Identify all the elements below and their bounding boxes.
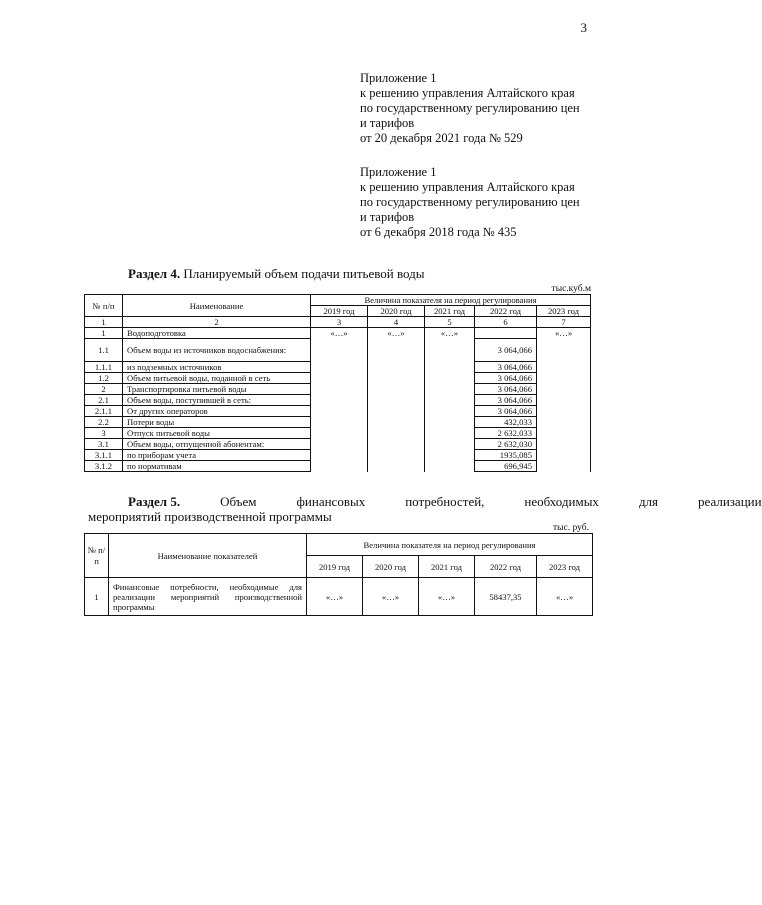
row-name: по приборам учета bbox=[123, 450, 311, 461]
index-cell: 1 bbox=[85, 317, 123, 328]
section5-title-word: Объем bbox=[220, 494, 257, 509]
value-2022: 58437,35 bbox=[475, 578, 537, 616]
row-no: 3.1.2 bbox=[85, 461, 123, 472]
row-name: из подземных источников bbox=[123, 362, 311, 373]
value-2022: 696,945 bbox=[475, 461, 537, 472]
value-2022: 3 064,066 bbox=[475, 395, 537, 406]
value-2022: 2 632,030 bbox=[475, 439, 537, 450]
table-header-row bbox=[85, 534, 593, 556]
appendix-line: от 20 декабря 2021 года № 529 bbox=[360, 131, 523, 145]
header-period: Величина показателя на период регулирования bbox=[307, 534, 593, 556]
section4-label: Раздел 4. bbox=[128, 266, 181, 281]
header-year: 2020 год bbox=[363, 556, 419, 578]
section4-units: тыс.куб.м bbox=[551, 284, 591, 294]
section5-title-line2: мероприятий производственной программы bbox=[88, 509, 332, 524]
section5-heading bbox=[88, 494, 762, 524]
index-cell: 4 bbox=[368, 317, 425, 328]
row-no: 1 bbox=[85, 328, 123, 339]
header-year: 2022 год bbox=[475, 306, 537, 317]
appendix-line: и тарифов bbox=[360, 116, 415, 130]
header-year: 2021 год bbox=[419, 556, 475, 578]
row-no: 1 bbox=[85, 578, 109, 616]
row-no: 3.1.1 bbox=[85, 450, 123, 461]
row-name: Водоподготовка bbox=[123, 328, 311, 339]
row-name: Отпуск питьевой воды bbox=[123, 428, 311, 439]
section4-heading bbox=[128, 266, 425, 281]
appendix-line: Приложение 1 bbox=[360, 71, 437, 85]
header-year: 2019 год bbox=[307, 556, 363, 578]
index-cell: 7 bbox=[537, 317, 591, 328]
appendix-line: и тарифов bbox=[360, 210, 415, 224]
appendix-line: Приложение 1 bbox=[360, 165, 437, 179]
header-year: 2021 год bbox=[425, 306, 475, 317]
water-supply-table bbox=[84, 294, 591, 472]
value-2022: 1935,085 bbox=[475, 450, 537, 461]
row-no: 2.1.1 bbox=[85, 406, 123, 417]
index-cell: 6 bbox=[475, 317, 537, 328]
appendix-line: по государственному регулированию цен bbox=[360, 195, 580, 209]
section5-title-word: для bbox=[638, 494, 659, 509]
section5-title-word: необходимых bbox=[524, 494, 599, 509]
row-name: От других операторов bbox=[123, 406, 311, 417]
value-2020: «…» bbox=[363, 578, 419, 616]
header-year: 2023 год bbox=[537, 556, 593, 578]
table-row bbox=[85, 328, 591, 339]
value-2022: 3 064,066 bbox=[475, 339, 537, 362]
appendix-line: по государственному регулированию цен bbox=[360, 101, 580, 115]
appendix-line: к решению управления Алтайского края bbox=[360, 86, 575, 100]
header-year: 2019 год bbox=[311, 306, 368, 317]
index-cell: 5 bbox=[425, 317, 475, 328]
row-no: 1.2 bbox=[85, 373, 123, 384]
row-no: 2.2 bbox=[85, 417, 123, 428]
row-name: Объем воды из источников водоснабжения: bbox=[123, 339, 311, 362]
header-year: 2023 год bbox=[537, 306, 591, 317]
index-cell: 2 bbox=[123, 317, 311, 328]
row-name: по нормативам bbox=[123, 461, 311, 472]
value-2022: 2 632,033 bbox=[475, 428, 537, 439]
row-name: Финансовые потребности, необходимые для реализации мероприятий производственной программы bbox=[109, 578, 307, 616]
value-2022: 3 064,066 bbox=[475, 406, 537, 417]
appendix-previous bbox=[360, 165, 600, 240]
value-2020: «…» bbox=[368, 328, 425, 472]
table-row bbox=[85, 578, 593, 616]
appendix-line: к решению управления Алтайского края bbox=[360, 180, 575, 194]
header-name: Наименование bbox=[123, 295, 311, 317]
header-year: 2022 год bbox=[475, 556, 537, 578]
page-number: 3 bbox=[580, 20, 587, 35]
value-2021: «…» bbox=[425, 328, 475, 472]
value-2023: «…» bbox=[537, 328, 591, 472]
header-name: Наименование показателей bbox=[109, 534, 307, 578]
value-2023: «…» bbox=[537, 578, 593, 616]
row-no: 1.1.1 bbox=[85, 362, 123, 373]
row-no: 2 bbox=[85, 384, 123, 395]
row-no: 2.1 bbox=[85, 395, 123, 406]
header-year: 2020 год bbox=[368, 306, 425, 317]
header-no: № п/ п bbox=[85, 534, 109, 578]
row-name: Объем воды, отпущенной абонентам: bbox=[123, 439, 311, 450]
appendix-current bbox=[360, 71, 600, 146]
section5-title-word: реализации bbox=[698, 494, 762, 509]
section5-title-word: финансовых bbox=[296, 494, 366, 509]
value-2019: «…» bbox=[307, 578, 363, 616]
row-no: 3 bbox=[85, 428, 123, 439]
section5-label: Раздел 5. bbox=[128, 494, 181, 509]
row-no: 3.1 bbox=[85, 439, 123, 450]
header-no: № п/п bbox=[85, 295, 123, 317]
value-2021: «…» bbox=[419, 578, 475, 616]
financial-needs-table bbox=[84, 533, 593, 616]
section5-title-word: потребностей, bbox=[405, 494, 485, 509]
table-index-row bbox=[85, 317, 591, 328]
value-2019: «…» bbox=[311, 328, 368, 472]
row-name: Транспортировка питьевой воды bbox=[123, 384, 311, 395]
row-name: Потери воды bbox=[123, 417, 311, 428]
table-header-row bbox=[85, 295, 591, 306]
section5-title-line1 bbox=[88, 494, 762, 509]
row-no: 1.1 bbox=[85, 339, 123, 362]
section4-title: Планируемый объем подачи питьевой воды bbox=[183, 266, 425, 281]
row-name: Объем питьевой воды, поданной в сеть bbox=[123, 373, 311, 384]
value-2022: 3 064,066 bbox=[475, 384, 537, 395]
row-name: Объем воды, поступившей в сеть: bbox=[123, 395, 311, 406]
value-2022: 432,033 bbox=[475, 417, 537, 428]
value-2022 bbox=[475, 328, 537, 339]
index-cell: 3 bbox=[311, 317, 368, 328]
value-2022: 3 064,066 bbox=[475, 362, 537, 373]
header-period: Величина показателя на период регулирования bbox=[311, 295, 591, 306]
value-2022: 3 064,066 bbox=[475, 373, 537, 384]
section5-units: тыс. руб. bbox=[553, 523, 589, 533]
appendix-line: от 6 декабря 2018 года № 435 bbox=[360, 225, 517, 239]
